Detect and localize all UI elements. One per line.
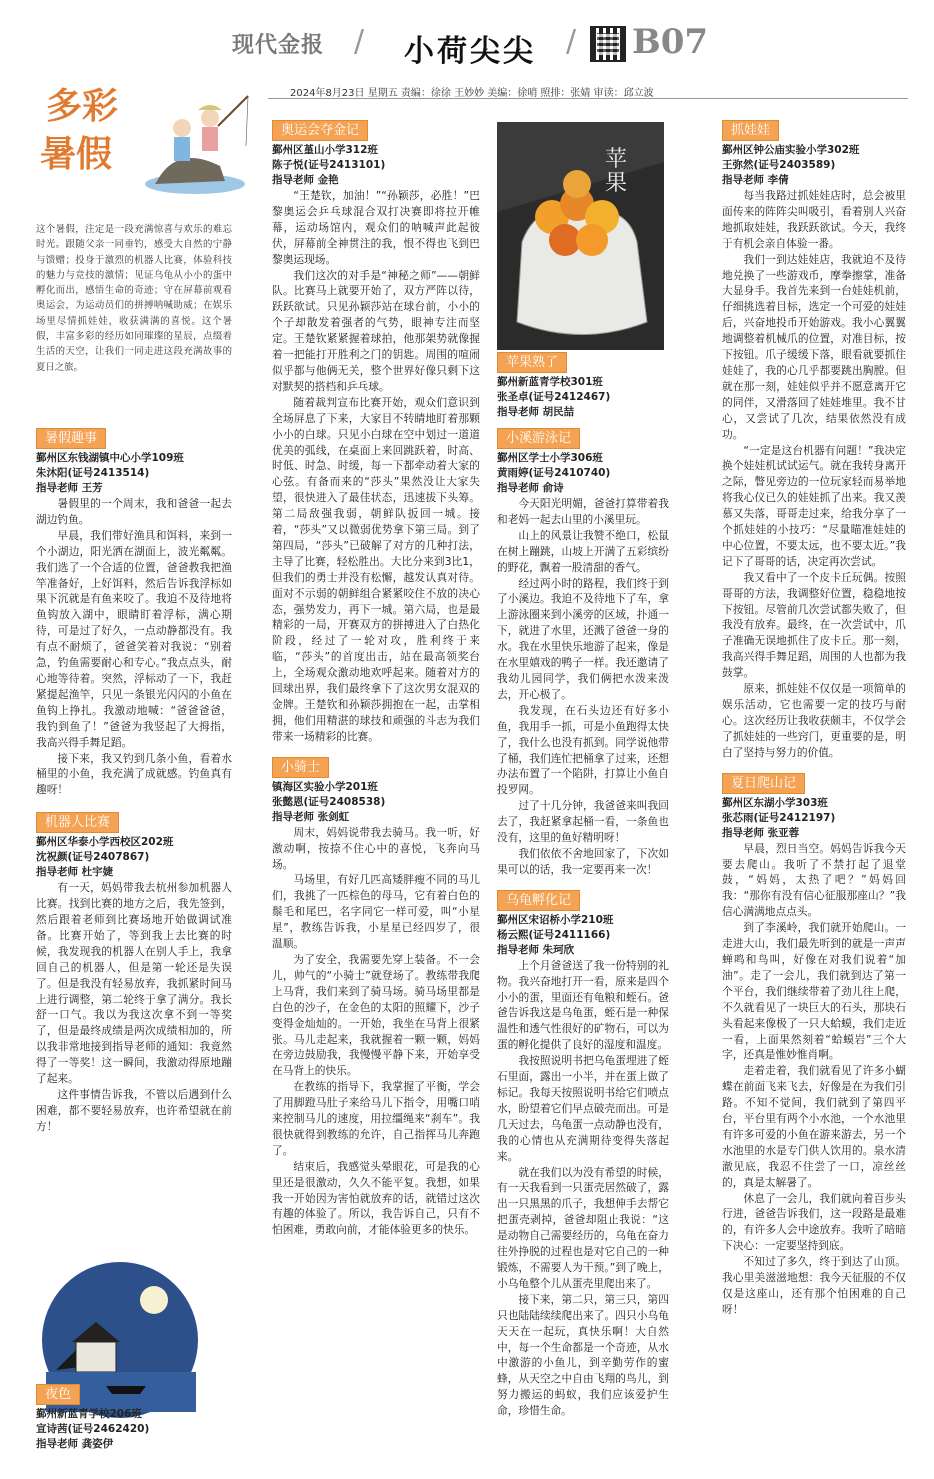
article-fishing	[36, 428, 232, 798]
article-paragraph: 走着走着，我们就看见了许多小蝴蝶在前面飞来飞去，好像是在为我们引路。不知不觉间，我们就到了第四平台，平台里有两个小水池，一个水池里有许多可爱的小鱼在游来游去，另一个水池里的水是专门供人饮用的。泉水清澈见底，我忍不住尝了一口，凉丝丝的，真是太解暑了。	[722, 1064, 906, 1189]
article-author: 杨云熙(证号2411166)	[497, 928, 611, 941]
article-paragraph: 为了安全，我需要先穿上装备。不一会儿，帅气的“小骑士”就登场了。教练带我爬上马背，我们来到了骑马场。骑马场里都是白色的沙子，在金色的太阳的照耀下，沙子变得金灿灿的。一开始，我坐在马背上很紧张。马儿走起来，我就握着一颗一颗，妈妈在旁边鼓励我，我慢慢平静下来，开始享受在马背上的快乐。	[272, 952, 480, 1078]
article-title: 暑假趣事	[36, 428, 106, 449]
article-author: 沈祝颜(证号2407867)	[36, 851, 150, 864]
article-paragraph: 接下来，第二只，第三只，第四只也陆陆续续爬出来了。四只小乌龟天天在一起玩，真快乐啊！大自然中，每一个生命都是一个奇迹，从水中激游的小鱼儿，到辛勤劳作的蜜蜂，从天空之中自由飞翔的鸟儿，到努力搬运的蚂蚁，我们应该爱护生命，珍惜生命。	[497, 1292, 669, 1418]
article-teacher: 指导老师 王芳	[36, 482, 103, 494]
article-paragraph: 我们一到达娃娃店，我就迫不及待地兑换了一些游戏币，摩拳擦掌，准备大显身手。我首先来到一台娃娃机前，仔细挑选着目标，选定一个可爱的娃娃后，兴奋地投币开始游戏。我小心翼翼地调整着机械爪的位置，对准目标，按下按钮。爪子缓缓下落，眼看就要抓住娃娃了，我的心几乎都要跳出胸膛。但就在那一刻，娃娃似乎并不愿意离开它的同伴，又滑落回了娃娃堆里。我不甘心，又尝试了几次，结果依然没有成功。	[722, 252, 906, 441]
artwork-title: 苹果熟了	[497, 352, 567, 373]
article-teacher: 指导老师 金艳	[272, 174, 339, 186]
article-paragraph: 到了李溪岭，我们就开始爬山。一走进大山，我们最先听到的就是一声声蝉鸣和鸟叫，好像在对我们说着“加油”。走了一会儿，我们就到达了第一个平台，我们继续带着了劲儿往上爬，不久就看见了一块巨大的石头，那块石头看起来像极了一只大蛤蟆，我们走近一看，上面果然刻着“蛤蟆岩”三个大字，还真是惟妙惟肖啊。	[722, 921, 906, 1062]
article-paragraph: 接下来，我又钓到几条小鱼，看着水桶里的小鱼，我充满了成就感。钓鱼真有趣呀！	[36, 751, 232, 797]
article-hiking	[722, 773, 906, 1318]
article-paragraph: 原来，抓娃娃不仅仅是一项简单的娱乐活动，它也需要一定的技巧与耐心。这次经历让我收获颇丰，不仅学会了抓娃娃的一些窍门，更重要的是，明白了坚持与努力的价值。	[722, 682, 906, 759]
article-teacher: 指导老师 朱珂欣	[497, 943, 575, 956]
rule	[268, 98, 908, 99]
article-teacher: 指导老师 李倩	[722, 174, 789, 186]
article-paragraph: 我又看中了一个皮卡丘玩偶。按照哥哥的方法，我调整好位置，稳稳地按下按钮。尽管前几次尝试都失败了，但我没有放弃。最终，在一次尝试中，爪子准确无误地抓住了皮卡丘。那一刻，我高兴得手舞足蹈，周围的人也都为我鼓掌。	[722, 570, 906, 680]
column-2	[272, 120, 480, 1238]
column-4	[722, 120, 906, 1318]
article-paragraph: 过了十几分钟，我爸爸来叫我回去了，我赶紧拿起桶一看，一条鱼也没有，这里的鱼好精明呀！	[497, 799, 669, 845]
artwork-author: 张圣卓(证号2412467)	[497, 391, 611, 403]
article-paragraph: “一定是这台机器有问题！”我决定换个娃娃机试试运气。就在我转身离开之际，瞥见旁边的一位玩家轻而易举地将我心仪已久的娃娃抓了出来。我又羡慕又失落，哥哥走过来，给我分享了一个抓娃娃的小技巧：“尽量瞄准娃娃的中心位置，不要太远，也不要太近。”我记下了哥哥的话，决定再次尝试。	[722, 443, 906, 568]
article-paragraph: 每当我路过抓娃娃店时，总会被里面传来的阵阵尖叫吸引，看着别人兴奋地抓取娃娃，我跃跃欲试。今天，我终于有机会亲自体验一番。	[722, 189, 906, 250]
article-paragraph: 马场里，有好几匹高矮胖瘦不同的马儿们，我挑了一匹棕色的母马，它有着白色的鬃毛和尾巴，名字同它一样可爱，叫“小星星”，教练告诉我，小星星已经四岁了，很温顺。	[272, 873, 480, 951]
article-school: 鄞州区东湖小学303班	[722, 796, 828, 809]
article-paragraph: 上个月爸爸送了我一份特别的礼物。我兴奋地打开一看，原来是四个小小的蛋，里面还有龟粮和蛭石。爸爸告诉我这是乌龟蛋，蛭石是一种保温性和透气性很好的矿物石，可以为蛋的孵化提供了良好的湿度和温度。	[497, 958, 669, 1052]
qr-code-icon	[590, 26, 626, 62]
artwork-title: 夜色	[36, 1384, 80, 1405]
article-robot	[36, 812, 232, 1135]
article-school: 鄞州区堇山小学312班	[272, 144, 378, 156]
colorful-summer-banner	[30, 66, 240, 216]
article-paragraph: 有一天，妈妈带我去杭州参加机器人比赛。找到比赛的地方之后，我先签到，然后跟着老师到比赛场地开始做调试准备。比赛开始了，等到我上去比赛的时候，我发现我的机器人在别人手上，我拿回自己的机器人，但是第一轮还是失误了。但是我没有轻易放弃，我抓紧时间马上进行调整，第二轮终于拿了满分。我长舒一口气。我以为我这次拿不到一等奖了，但是最终成绩是两次成绩相加的，所以我非常地接到指导老师的通知：我竟然得了一等奖！这一瞬间，我激动得原地蹦了起来。	[36, 881, 232, 1086]
article-author: 黄雨婷(证号2410740)	[497, 467, 611, 479]
column-1	[36, 428, 232, 1135]
article-title: 小骑士	[272, 757, 329, 778]
article-paragraph: 经过两小时的路程，我们终于到了小溪边。我迫不及待地下了车，拿上游泳圈来到小溪旁的区域，扑通一下，就进了水里，还溅了爸爸一身的水。我在水里快乐地游了起来，像是在水里嬉戏的鸭子一样。我还邀请了我幼儿园同学，我们俩把水泼来泼去，开心极了。	[497, 576, 669, 701]
article-paragraph: 就在我们以为没有希望的时候，有一天我看到一只蛋壳居然破了，露出一只黑黑的爪子，我想伸手去帮它把蛋壳剥掉，爸爸却阻止我说：“这是动物自己需要经历的，乌龟在奋力往外挣脱的过程也是对它自己的一种锻炼，不需要人为干预。”到了晚上，小乌龟整个儿从蛋壳里爬出来了。	[497, 1165, 669, 1290]
article-author: 王弥然(证号2403589)	[722, 159, 836, 171]
artwork-school: 鄞州新蓝青学校301班	[497, 376, 603, 388]
article-paragraph: 早晨，我们带好渔具和饵料，来到一个小湖边，阳光洒在湖面上，波光粼粼。我们选了一个合适的位置，爸爸教我把渔竿准备好，上好饵料，然后告诉我浮标如果下沉就是有鱼来咬了。我迫不及待地将鱼钩放入湖中，眼睛盯着浮标，满心期待，可是过了好久，一点动静都没有。我有点不耐烦了，爸爸笑着对我说：“别着急，钓鱼需要耐心和专心。”我点点头，耐心地等待着。突然，浮标动了一下，我赶紧提起渔竿，只见一条银光闪闪的小鱼在鱼钩上挣扎。我激动地喊：“爸爸爸爸，我钓到鱼了！”爸爸为我竖起了大拇指，我高兴得手舞足蹈。	[36, 528, 232, 749]
article-claw-machine	[722, 120, 906, 761]
article-title: 乌龟孵化记	[497, 890, 580, 911]
article-title: 抓娃娃	[722, 120, 779, 141]
article-paragraph: 我发现，在石头边还有好多小鱼，我用手一抓，可是小鱼跑得太快了，我什么也没有抓到。同学说他带了桶，我们连忙把桶拿了过来，还想办法布置了一个陷阱，打算让小鱼自投罗网。	[497, 703, 669, 797]
article-paragraph: 我们依依不舍地回家了，下次如果可以的话，我一定要再来一次！	[497, 846, 669, 876]
article-author: 朱沐阳(证号2413514)	[36, 467, 150, 479]
newspaper-name: 现代金报	[232, 33, 325, 58]
night-caption	[36, 1384, 232, 1452]
article-title: 夏日爬山记	[722, 773, 805, 794]
article-paragraph: 休息了一会儿，我们就向着百步头行进，爸爸告诉我们，这一段路是最难的，有许多人会中途放弃。我听了暗暗下决心：一定要坚持到底。	[722, 1191, 906, 1253]
article-school: 鄞州区钟公庙实验小学302班	[722, 144, 860, 156]
article-school: 鄞州区东钱湖镇中心小学109班	[36, 452, 184, 464]
article-paragraph: 我们这次的对手是“神秘之师”——朝鲜队。比赛马上就要开始了，双方严阵以待，跃跃欲试。只见孙颖莎站在球台前，小小的个子却散发着强者的气势，眼神专注而坚定。王楚钦紧紧握着球拍，他那架势就像握着一把能打开胜利之门的钥匙。周围的喧闹似乎都与他俩无关，整个世界好像只剩下这对默契的搭档和乒乓球。	[272, 268, 480, 393]
article-paragraph: 结束后，我感觉头晕眼花，可是我的心里还是很激动，久久不能平复。我想，如果我一开始因为害怕就放弃的话，就错过这次有趣的体验了。所以，我告诉自己，只有不怕困难，勇敢向前，才能体验更多的快乐。	[272, 1159, 480, 1237]
fishing-children-illustration	[140, 76, 250, 196]
svg-text:果: 果	[605, 171, 628, 196]
article-author: 张芯雨(证号2412197)	[722, 811, 836, 824]
section-title: 小荷尖尖	[404, 34, 536, 69]
article-paragraph: 不知过了多久，终于到达了山顶。我心里美滋滋地想：我今天征服的不仅仅是这座山，还有那个怕困难的自己呀！	[722, 1255, 906, 1316]
article-teacher: 指导老师 张亚蓉	[722, 826, 800, 839]
article-author: 陈子悦(证号2413101)	[272, 159, 386, 171]
article-olympics	[272, 120, 480, 745]
artwork-teacher: 指导老师 龚姿伊	[36, 1438, 114, 1450]
article-title: 奥运会夺金记	[272, 120, 368, 141]
article-school: 鄞州区华泰小学西校区202班	[36, 836, 174, 849]
artwork-author: 宣诗茜(证号2462420)	[36, 1423, 150, 1435]
article-title: 机器人比赛	[36, 812, 119, 833]
intro-paragraph: 这个暑假，注定是一段充满惊喜与欢乐的难忘时光。跟随父亲一同垂钓，感受大自然的宁静与馈赠；投身于激烈的机器人比赛，体验科技的魅力与竞技的激情；见证乌龟从小小的蛋中孵化而出，感悟生命的奇迹；守在屏幕前观看奥运会，为运动员们的拼搏呐喊助威；在娱乐场里尽情抓娃娃，收获满满的喜悦。这个暑假，丰富多彩的经历如同璀璨的星辰，点缀着生活的天空，让我们一同走进这段充满故事的夏日之旅。	[36, 224, 232, 373]
article-paragraph: 随着裁判宣布比赛开始，观众们意识到全场屏息了下来，大家目不转睛地盯着那颗小小的白球。只见小白球在空中划过一道道优美的弧线，在桌面上来回跳跃着，时高、时低、时急、时缓，每一下都牵动着大家的心弦。有备而来的“莎头”果然没让大家失望，很快进入了最佳状态，迅速拔下头筹。第二局敌强我弱，朝鲜队扳回一城。接着，“莎头”又以微弱优势拿下第三局。到了第四局，“莎头”已破解了对方的几种打法，主导了比赛，轻松胜出。大比分来到3比1，但我们的勇士并没有松懈，越发认真对待。面对不示弱的朝鲜组合紧紧咬住不放的决心态，强势发力，再下一城。第六局，也是最精彩的一局，开赛双方的拼搏进入了白热化阶段，经过了一轮对攻，胜利终于来临，“莎头”的首度出击，站在最高领奖台上，全场观众激动地欢呼起来。随着对方的回球出界，我们最终拿下了这次男女混双的金牌。王楚钦和孙颖莎拥抱在一起，击掌相拥，他们用精湛的球技和顽强的斗志为我们带来一场精彩的比赛。	[272, 395, 480, 743]
article-paragraph: 在教练的指导下，我掌握了平衡，学会了用脚蹬马肚子来给马儿下指令，用嘴口哨来控制马儿的速度，用拉缰绳来“刹车”。我很快就得到教练的允许，自己指挥马儿奔跑了。	[272, 1080, 480, 1157]
divider: /	[354, 24, 365, 59]
column-3	[497, 352, 669, 1419]
apple-painting	[497, 122, 664, 350]
dateline: 2024年8月23日 星期五 责编：徐徐 王妙妙 美编：徐哨 照排：张婧 审读：邱立波	[290, 88, 654, 99]
article-paragraph: 暑假里的一个周末，我和爸爸一起去湖边钓鱼。	[36, 497, 232, 526]
article-creek	[497, 428, 669, 878]
article-teacher: 指导老师 俞诗	[497, 482, 564, 494]
article-paragraph: 我按照说明书把乌龟蛋埋进了蛭石里面，露出一小半，并在蛋上做了标记。我每天按照说明书给它们喷点水，盼望着它们早点破壳而出。可是几天过去，乌龟蛋一点动静也没有，我的心情也从充满期待变得失落起来。	[497, 1054, 669, 1163]
artwork-school: 鄞州新蓝青学校206班	[36, 1408, 142, 1420]
article-school: 鄞州区宋诏桥小学210班	[497, 913, 614, 926]
article-school: 镇海区实验小学201班	[272, 780, 378, 793]
article-title: 小溪游泳记	[497, 428, 580, 449]
painting-text-icon: 苹	[605, 147, 628, 172]
article-paragraph: 早晨，烈日当空。妈妈告诉我今天要去爬山。我听了不禁打起了退堂鼓，“妈妈，太热了吧？”妈妈回我：“那你有没有信心征服那座山？”我信心满满地点点头。	[722, 841, 906, 919]
apple-caption	[497, 352, 669, 420]
article-paragraph: 山上的风景让我赞不绝口，松鼠在树上蹦跳，山坡上开满了五彩缤纷的野花，飘着一股清甜的香气。	[497, 528, 669, 574]
article-turtle	[497, 890, 669, 1419]
article-paragraph: 今天阳光明媚，爸爸打算带着我和老妈一起去山里的小溪里玩。	[497, 497, 669, 526]
banner-title-line1: 多彩	[46, 85, 119, 127]
article-paragraph: “王楚钦，加油！”“孙颖莎，必胜！”巴黎奥运会乒乓球混合双打决赛即将拉开帷幕，运动场馆内，观众们的呐喊声此起彼伏，屏幕前全神贯注的我，恨不得也飞到巴黎奥运现场。	[272, 189, 480, 266]
divider: /	[566, 24, 577, 59]
article-teacher: 指导老师 张剑虹	[272, 810, 350, 823]
article-school: 鄞州区学士小学306班	[497, 452, 603, 464]
banner-title-line2: 暑假	[40, 133, 113, 175]
article-horse	[272, 757, 480, 1239]
page-number: B07	[632, 22, 709, 62]
article-paragraph: 这件事情告诉我，不管以后遇到什么困难，都不要轻易放弃，也许希望就在前方！	[36, 1088, 232, 1133]
article-teacher: 指导老师 杜宇婕	[36, 866, 114, 879]
article-paragraph: 周末，妈妈说带我去骑马。我一听，好激动啊，按捺不住心中的喜悦，飞奔向马场。	[272, 825, 480, 871]
artwork-teacher: 指导老师 胡民喆	[497, 406, 575, 418]
article-author: 张懿恩(证号2408538)	[272, 795, 386, 808]
